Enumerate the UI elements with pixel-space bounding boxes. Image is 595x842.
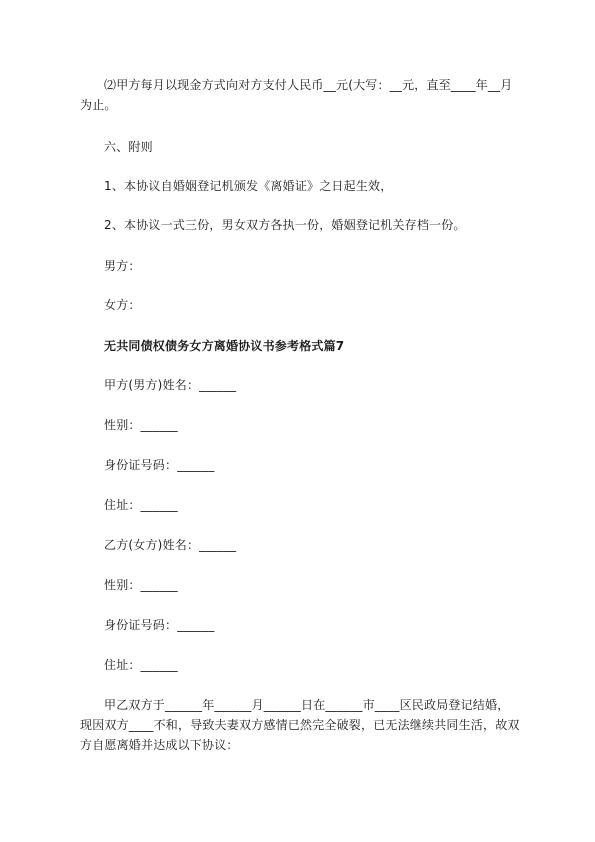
clause-copies: 2、本协议一式三份，男女双方各执一份，婚姻登记机关存档一份。: [104, 218, 466, 232]
paragraph-monthly-payment: ⑵甲方每月以现金方式向对方支付人民币__元(大写：__元，直至____年__月为止。: [80, 78, 513, 112]
party-b-address: 住址：______: [104, 658, 178, 672]
party-b-id-number: 身份证号码：______: [104, 618, 215, 632]
paragraph-marriage-statement: 甲乙双方于______年______月______日在______市____区民政局登记结婚，现因双方____不和，导致夫妻双方感情已然完全破裂，已无法继续共同生活，故双方自愿离婚并达成以下协议：: [80, 698, 520, 752]
party-b-gender: 性别：______: [104, 578, 178, 592]
party-b-name: 乙方(女方)姓名：______: [104, 538, 237, 552]
clause-effective-date: 1、本协议自婚姻登记机颁发《离婚证》之日起生效，: [104, 179, 393, 193]
signature-male: 男方：: [104, 259, 141, 273]
party-a-gender: 性别：______: [104, 418, 178, 432]
signature-female: 女方：: [104, 298, 141, 312]
document-title: 无共同债权债务女方离婚协议书参考格式篇7: [104, 339, 345, 353]
party-a-address: 住址：______: [104, 498, 178, 512]
party-a-name: 甲方(男方)姓名：______: [104, 378, 237, 392]
party-a-id-number: 身份证号码：______: [104, 458, 215, 472]
section-heading-appendix: 六、附则: [104, 140, 153, 154]
